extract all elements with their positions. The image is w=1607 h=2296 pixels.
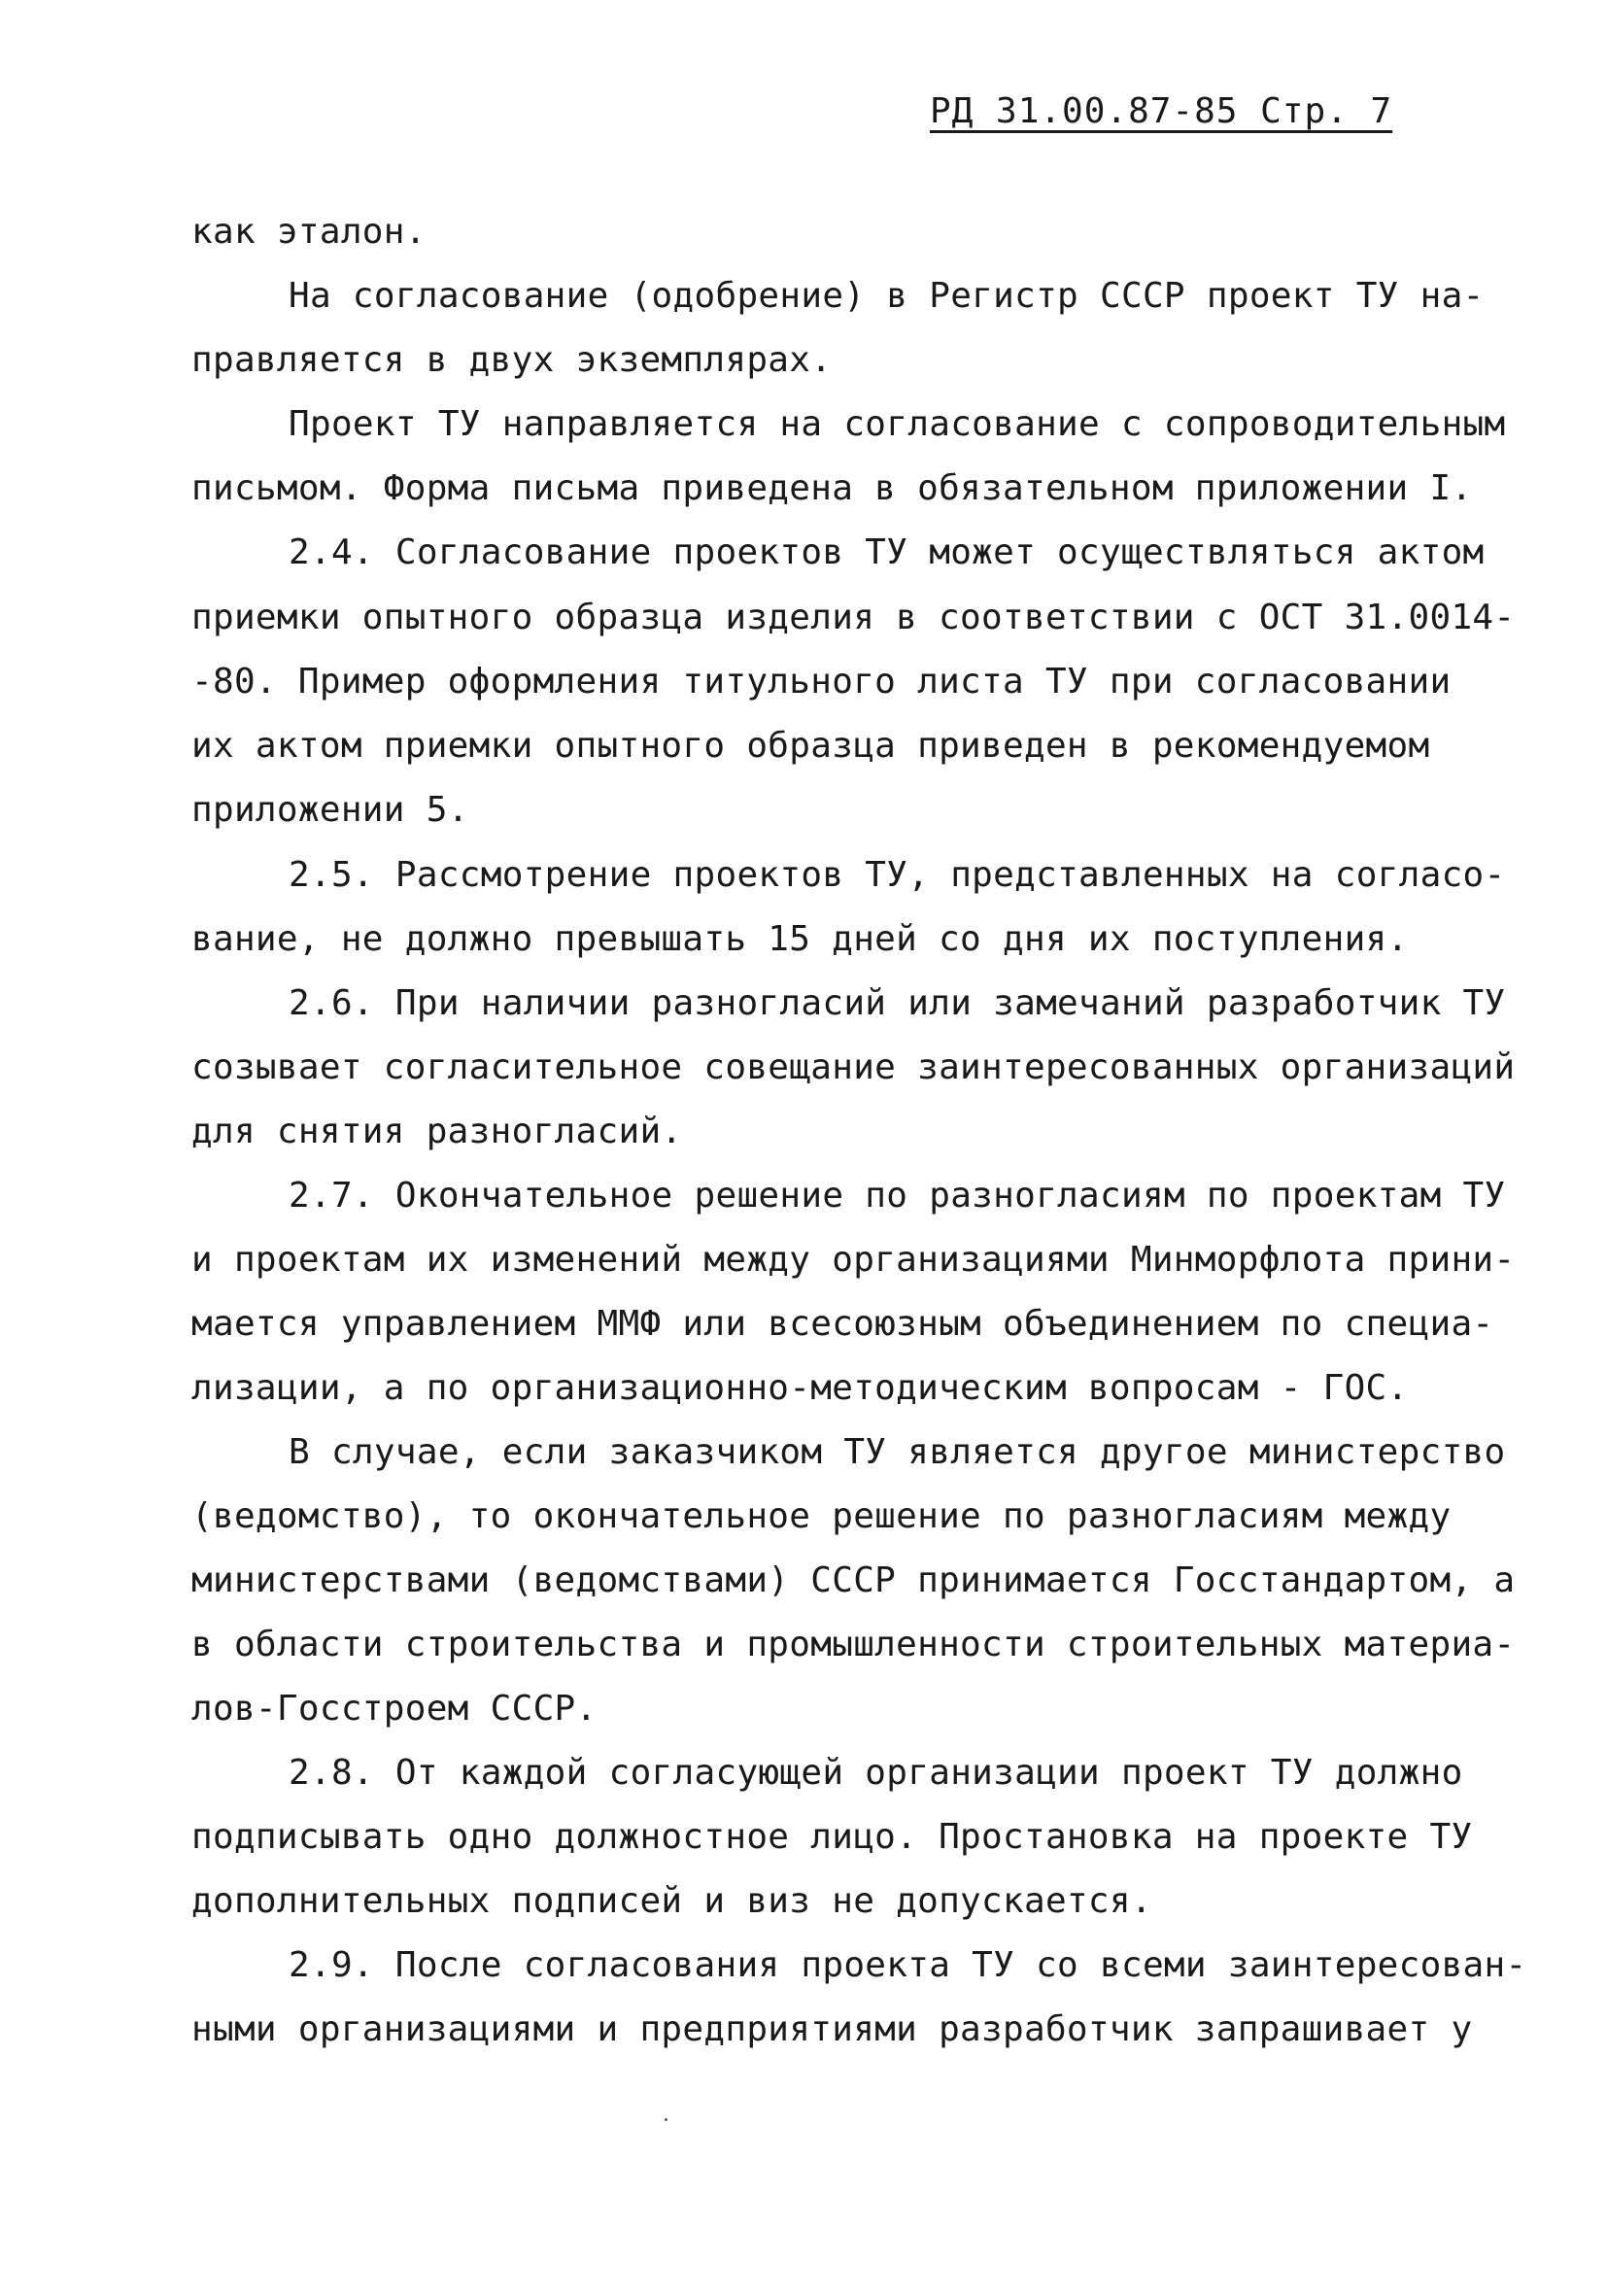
text-line: и проектам их изменений между организациями Минморфлота прини- <box>191 1240 1516 1280</box>
text-line: Проект ТУ направляется на согласование с сопроводительным <box>289 404 1506 444</box>
text-line: их актом приемки опытного образца приведен в рекомендуемом <box>191 726 1430 766</box>
text-line: приложении 5. <box>191 790 469 830</box>
text-line: (ведомство), то окончательное решение по разногласиям между <box>191 1496 1452 1536</box>
text-line: дополнительных подписей и виз не допускается. <box>191 1881 1152 1921</box>
text-line: созывает согласительное совещание заинтересованных организаций <box>191 1047 1516 1087</box>
text-line: лизации, а по организационно-методическим вопросам - ГОС. <box>191 1368 1409 1408</box>
text-line: подписывать одно должностное лицо. Простановка на проекте ТУ <box>191 1817 1473 1857</box>
text-line: ными организациями и предприятиями разработчик запрашивает у <box>191 2009 1473 2049</box>
text-line: письмом. Форма письма приведена в обязательном приложении I. <box>191 468 1473 508</box>
text-line: 2.9. После согласования проекта ТУ со всеми заинтересован- <box>289 1945 1527 1985</box>
text-line: для снятия разногласий. <box>191 1112 683 1151</box>
text-line: мается управлением ММФ или всесоюзным объединением по специа- <box>191 1304 1494 1344</box>
text-line: 2.6. При наличии разногласий или замечаний разработчик ТУ <box>289 983 1506 1023</box>
text-line: в области строительства и промышленности строительных материа- <box>191 1625 1516 1664</box>
text-line: В случае, если заказчиком ТУ является другое министерство <box>289 1432 1506 1472</box>
text-line: лов-Госстроем СССР. <box>191 1689 598 1729</box>
scan-speck <box>665 2118 667 2121</box>
text-line: как эталон. <box>191 212 427 252</box>
text-line: 2.8. От каждой согласующей организации проект ТУ должно <box>289 1753 1463 1793</box>
text-line: министерствами (ведомствами) СССР принимается Госстандартом, а <box>191 1560 1516 1600</box>
text-line: 2.5. Рассмотрение проектов ТУ, представленных на согласо- <box>289 855 1506 895</box>
text-line: На согласование (одобрение) в Регистр СССР проект ТУ на- <box>289 276 1485 316</box>
text-line: 2.7. Окончательное решение по разногласиям по проектам ТУ <box>289 1176 1506 1216</box>
text-line: -80. Пример оформления титульного листа ТУ при согласовании <box>191 662 1452 702</box>
page-header: РД 31.00.87-85 Стр. 7 <box>930 91 1393 131</box>
text-line: 2.4. Согласование проектов ТУ может осуществляться актом <box>289 532 1485 572</box>
text-line: приемки опытного образца изделия в соответствии с ОСТ 31.0014- <box>191 598 1516 637</box>
text-line: вание, не должно превышать 15 дней со дня их поступления. <box>191 919 1409 959</box>
text-line: правляется в двух экземплярах. <box>191 340 833 380</box>
